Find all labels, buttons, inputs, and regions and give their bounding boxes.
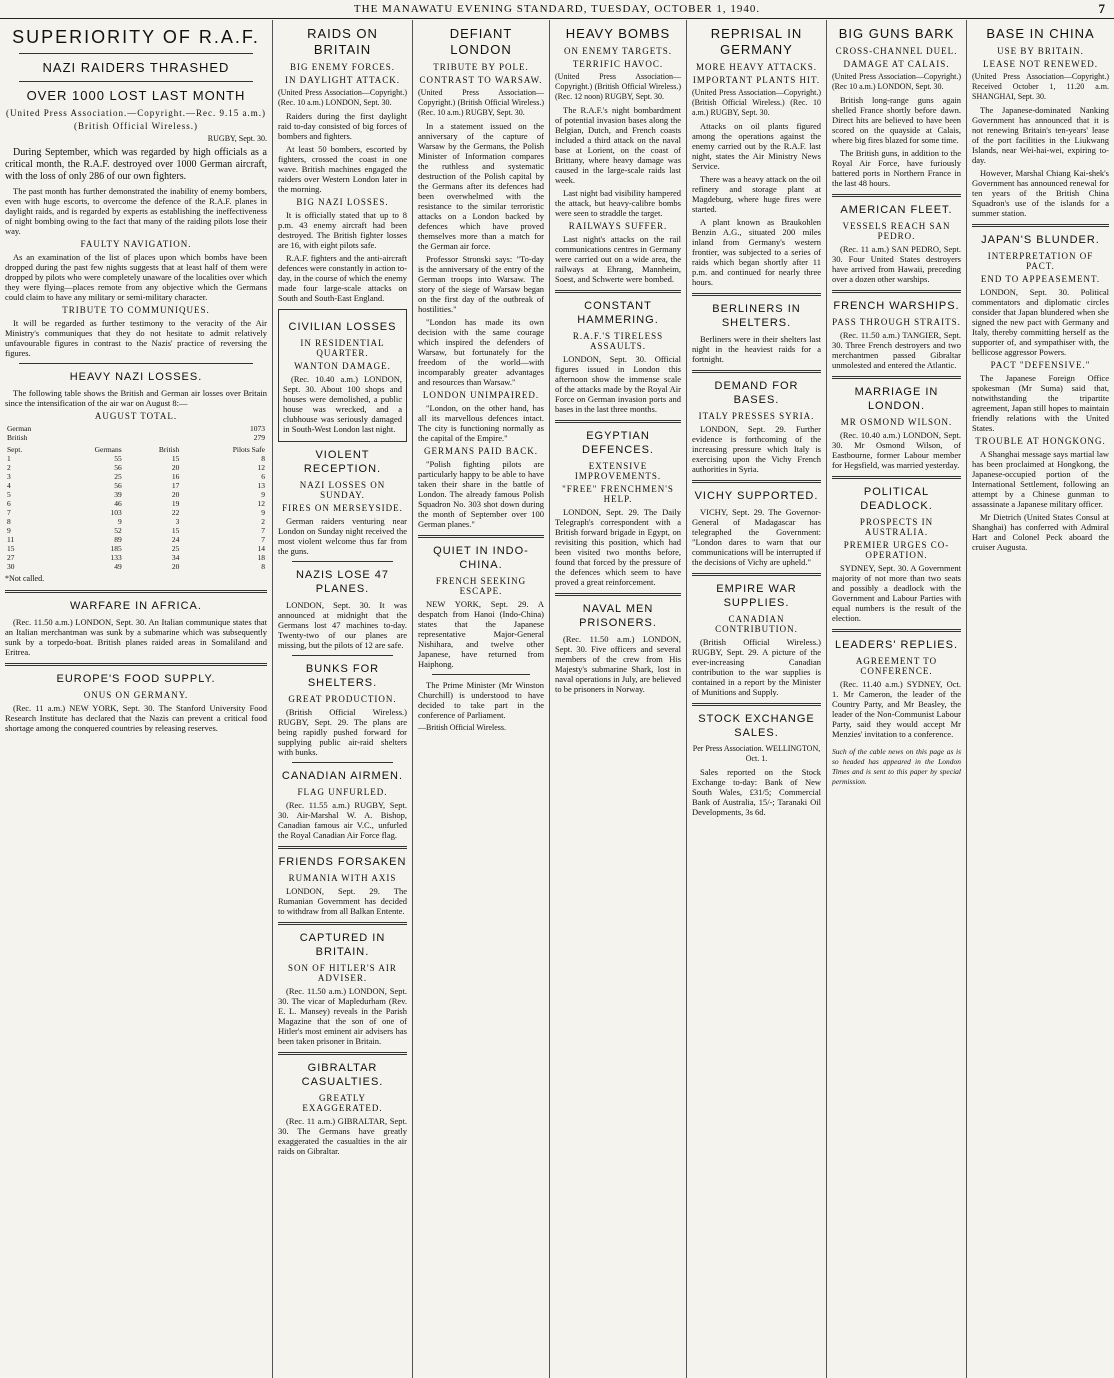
headline: DEMAND FOR BASES. — [714, 380, 799, 406]
paragraph: LONDON, Sept. 30. Official figures issued in London this afternoon show the immense scale of the attacks made by the Royal Air Force on German invasion ports and bases in the last three months. — [555, 354, 681, 414]
credit: (United Press Association—Copyright.) (British Official Wireless.) (Rec. 12 noon) RUGBY, Sept. 30. — [555, 72, 681, 101]
table-cell: 8 — [261, 562, 265, 571]
headline: DEFIANT LONDON — [449, 26, 513, 57]
table-cell: 7 — [261, 526, 265, 535]
table-cell: 7 — [261, 535, 265, 544]
headline: WARFARE IN AFRICA. — [70, 600, 202, 612]
table-cell: German — [7, 424, 32, 433]
table-cell: 9 — [261, 508, 265, 517]
column-5 — [687, 20, 827, 1378]
paragraph: British long-range guns again shelled France shortly before dawn. Direct hits are believed to have been scored on the quayside at Calais, where big fires blazed for some time. — [832, 95, 961, 145]
dateline: RUGBY, Sept. 30. — [207, 134, 267, 143]
subhead: ONUS ON GERMANY. — [83, 690, 189, 700]
table-cell: 56 — [114, 481, 122, 490]
headline: RAIDS ON BRITAIN — [307, 26, 378, 57]
headline: CAPTURED IN BRITAIN. — [299, 932, 386, 958]
headline: MARRIAGE IN LONDON. — [854, 386, 939, 412]
subhead: MORE HEAVY ATTACKS. — [695, 62, 818, 72]
paragraph: The Prime Minister (Mr Winston Churchill) is understood to have decided to take part in the conference of Parliament. — [418, 680, 544, 720]
table-cell: 103 — [110, 508, 122, 517]
table-note: *Not called. — [5, 574, 45, 583]
subhead: USE BY BRITAIN. — [997, 46, 1084, 56]
headline: CIVILIAN LOSSES — [288, 321, 397, 333]
paragraph: Last night's attacks on the rail communications centres in Germany were carried out on a wide area, the railways at Ehrang, Mannheim, Soest, and Schwerte were bombed. — [555, 234, 681, 284]
subhead: PASS THROUGH STRAITS. — [832, 317, 961, 327]
subhead: LEASE NOT RENEWED. — [982, 59, 1099, 69]
credit: —British Official Wireless. — [418, 723, 507, 732]
subhead: BIG NAZI LOSSES. — [296, 197, 389, 207]
headline: CONSTANT HAMMERING. — [577, 300, 659, 326]
table-cell: 52 — [114, 526, 122, 535]
headline: CANADIAN AIRMEN. — [281, 770, 404, 782]
table-cell: 27 — [7, 553, 15, 562]
subhead: TERRIFIC HAVOC. — [572, 59, 664, 69]
table-title: AUGUST TOTAL. — [94, 411, 178, 421]
headline: HEAVY NAZI LOSSES. — [69, 371, 203, 383]
paragraph: (Rec. 11.55 a.m.) RUGBY, Sept. 30. Air-Marshal W. A. Bishop, Canadian famous air V.C., unfurled the Royal Canadian Air Force flag. — [278, 800, 407, 840]
subhead: TROUBLE AT HONGKONG. — [975, 436, 1106, 446]
subhead: MR OSMOND WILSON. — [840, 417, 953, 427]
table-cell: 9 — [117, 517, 122, 526]
subhead: IMPORTANT PLANTS HIT. — [692, 75, 821, 85]
table-row — [5, 472, 267, 481]
table-cell: 6 — [7, 499, 11, 508]
paragraph: NEW YORK, Sept. 29. A despatch from Hanoi (Indo-China) states that the Japanese representative Major-General Nishihara, and twelve other Japanese, have returned from Haiphong. — [418, 599, 544, 669]
footnote: Such of the cable news on this page as is so headed has appeared in the London Times and is sent to this paper by special permission. — [832, 747, 961, 786]
paragraph: Sales reported on the Stock Exchange to-day: Bank of New South Wales, £31/5; Commercial Bank of Australia, 15/-; Taranaki Oil Developments, 3s 6d. — [692, 767, 821, 817]
table-row — [5, 433, 267, 442]
table-cell: 30 — [7, 562, 15, 571]
headline: NAZI RAIDERS THRASHED — [42, 60, 230, 75]
paragraph: The following table shows the British and German air losses over Britain since the intensification of the air war on August 8:— — [5, 388, 267, 408]
paragraph: LONDON, Sept. 29. The Rumanian Government has decided to withdraw from all Balkan Entente. — [278, 886, 407, 916]
paragraph: (Rec. 11.50 a.m.) LONDON, Sept. 30. An Italian communique states that an Italian merchantman was sunk by a submarine which was subsequently sunk by a torpedo-boat. British planes raided areas in Somaliland and Eritrea. — [5, 617, 267, 657]
paragraph: (Rec. 11.50 a.m.) TANGIER, Sept. 30. Three French destroyers and two merchantmen passed Gibraltar unmolested and entered the Atlantic. — [832, 330, 961, 370]
paragraph: LONDON, Sept. 30. It was announced at midnight that the Germans lost 47 machines to-day. Twenty-two of our planes are missing, but the pilots of 12 are safe. — [278, 600, 407, 650]
paragraph: (Rec. 10.40 a.m.) LONDON, Sept. 30. About 100 shops and houses were demolished, a public house was wrecked, and a clubhouse was seriously damaged in South-West London last night. — [283, 374, 402, 434]
paragraph: (Rec. 11 a.m.) NEW YORK, Sept. 30. The Stanford University Food Research Institute has declared that the Nazis can prevent a critical food shortage among the conquered countries by releasing reserves. — [5, 703, 267, 733]
credit: (British Official Wireless.) — [73, 121, 199, 131]
headline: POLITICAL DEADLOCK. — [860, 486, 933, 512]
table-header: Germans — [94, 445, 122, 454]
table-row — [5, 454, 267, 463]
table-cell: 49 — [114, 562, 122, 571]
table-cell: 1073 — [250, 424, 265, 433]
credit: (United Press Association—Copyright.) Received October 1, 11.20 a.m. SHANGHAI, Sept. 30. — [972, 72, 1109, 101]
table-cell: 19 — [171, 499, 180, 508]
headline: QUIET IN INDO-CHINA. — [433, 545, 529, 571]
table-row — [5, 526, 267, 535]
headline: REPRISAL IN GERMANY — [710, 26, 803, 57]
subhead: CANADIAN CONTRIBUTION. — [715, 614, 798, 634]
table-cell: 13 — [257, 481, 265, 490]
table-cell: 4 — [7, 481, 11, 490]
table-cell: 3 — [7, 472, 11, 481]
subhead: RUMANIA WITH AXIS — [288, 873, 397, 883]
table-cell: British — [7, 433, 28, 442]
paragraph: LONDON, Sept. 29. Further evidence is forthcoming of the increasing pressure which Italy is exercising upon the Vichy French authorities in Syria. — [692, 424, 821, 474]
table-cell: 9 — [261, 490, 265, 499]
paragraph: The R.A.F.'s night bombardment of potential invasion bases along the Belgian, Dutch, and French coasts included a third attack on the naval base at Lorient, on the coast of Brittany, where heavy damage was caused in the large-scale raids last week. — [555, 105, 681, 185]
table-cell: 11 — [7, 535, 15, 544]
headline: NAVAL MEN PRISONERS. — [579, 603, 657, 629]
subhead: WANTON DAMAGE. — [294, 361, 391, 371]
table-row — [5, 517, 267, 526]
paragraph: The Japanese-dominated Nanking Government has announced that it is not renewing Britain's ten-years' lease of the port facilities in the Liukwang Islands, near Wei-hai-wei, expiring to-day. — [972, 105, 1109, 165]
column-2 — [273, 20, 413, 1378]
table-cell: 55 — [114, 454, 122, 463]
table-cell: 34 — [171, 553, 180, 562]
paragraph: (Rec. 11.50 a.m.) LONDON, Sept. 30. The vicar of Mapledurham (Rev. E. L. Mansey) reveals in the Parish Magazine that the son of one of Hitler's most eminent air advisers has been taken prisoner in Britain. — [278, 986, 407, 1046]
paragraph: As an examination of the list of places upon which bombs have been dropped during the past few nights suggests that at least half of them were dropped by pilots who were completely unaware of the localities over which they were flying—places remote from any objective which the Germans could claim to have any military or semi-military character. — [5, 252, 267, 302]
table-cell: 3 — [175, 517, 180, 526]
subhead: FAULTY NAVIGATION. — [80, 239, 192, 249]
headline: VICHY SUPPORTED. — [694, 490, 819, 502]
credit: (United Press Association.—Copyright.—Rec. 9.15 a.m.) — [6, 108, 266, 118]
subhead: NAZI LOSSES ON SUNDAY. — [299, 480, 386, 500]
headline: STOCK EXCHANGE SALES. — [698, 713, 815, 739]
headline: JAPAN'S BLUNDER. — [981, 234, 1100, 246]
table-cell: 20 — [171, 562, 180, 571]
paragraph: (Rec. 11.40 a.m.) SYDNEY, Oct. 1. Mr Cameron, the leader of the Country Party, and Mr Beasley, the leader of the Non-Communist Labour Party, said they would accept Mr Menzies' invitation to a conference. — [832, 679, 961, 739]
paragraph: The British guns, in addition to the Royal Air Force, have furiously battered ports in Northern France in the last 48 hours. — [832, 148, 961, 188]
subhead: GREAT PRODUCTION. — [288, 694, 397, 704]
masthead — [0, 0, 1114, 19]
paragraph: "London, on the other hand, has all its marvellous defences intact. The city is functioning normally as the capital of the Empire." — [418, 403, 544, 443]
subhead: CROSS-CHANNEL DUEL. — [835, 46, 958, 56]
subhead: "FREE" FRENCHMEN'S HELP. — [562, 484, 674, 504]
table-header: Pilots Safe — [232, 445, 265, 454]
table-cell: 15 — [171, 454, 180, 463]
table-row — [5, 535, 267, 544]
subhead: TRIBUTE TO COMMUNIQUES. — [62, 305, 210, 315]
columns — [0, 20, 1114, 1378]
headline: BASE IN CHINA — [986, 26, 1095, 41]
table-header: Sept. — [7, 445, 23, 454]
subhead: EXTENSIVE IMPROVEMENTS. — [574, 461, 662, 481]
paragraph: (Rec. 11 a.m.) GIBRALTAR, Sept. 30. The Germans have greatly exaggerated the casualties in the air raids on Gibraltar. — [278, 1116, 407, 1156]
paragraph: In a statement issued on the anniversary of the capture of Warsaw by the Germans, the Polish Minister of Information compares the ruthless and systematic destruction of the Polish capital by the Germans after its defences had been overwhelmed with the resistance to the similar terroristic attacks on a London backed by defences which have proved themselves more than a match for the German air force. — [418, 121, 544, 251]
table-cell: 46 — [114, 499, 122, 508]
table-cell: 24 — [171, 535, 180, 544]
paragraph: However, Marshal Chiang Kai-shek's Government has announced renewal for ten years of the British China Squadron's use of the islands for a summer station. — [972, 168, 1109, 218]
subhead: PACT "DEFENSIVE." — [990, 360, 1091, 370]
table-row — [5, 463, 267, 472]
table-row — [5, 544, 267, 553]
credit: (United Press Association—Copyright.) (Rec 10 a.m.) LONDON, Sept. 30. — [832, 72, 961, 91]
column-4 — [550, 20, 687, 1378]
table-cell: 14 — [257, 544, 265, 553]
headline: AMERICAN FLEET. — [840, 204, 953, 216]
headline: BERLINERS IN SHELTERS. — [712, 303, 801, 329]
table-cell: 9 — [7, 526, 11, 535]
credit: Per Press Association. WELLINGTON, Oct. 1. — [692, 744, 821, 763]
table-cell: 25 — [171, 544, 180, 553]
subhead: ON ENEMY TARGETS. — [563, 46, 673, 56]
subhead: FLAG UNFURLED. — [297, 787, 388, 797]
table-cell: 20 — [171, 463, 180, 472]
table-row — [5, 424, 267, 433]
table-cell: 279 — [253, 433, 265, 442]
subhead: BIG ENEMY FORCES. — [290, 62, 395, 72]
subhead: VESSELS REACH SAN PEDRO. — [842, 221, 951, 241]
table-cell: 18 — [257, 553, 265, 562]
table-cell: 2 — [7, 463, 11, 472]
table-header: British — [158, 445, 180, 454]
headline: EGYPTIAN DEFENCES. — [582, 430, 654, 456]
subhead: FIRES ON MERSEYSIDE. — [282, 503, 403, 513]
table-cell: 5 — [7, 490, 11, 499]
subhead: ITALY PRESSES SYRIA. — [698, 411, 815, 421]
table-cell: 20 — [171, 490, 180, 499]
losses-table — [5, 445, 267, 571]
headline: HEAVY BOMBS — [565, 26, 671, 41]
paragraph: A plant known as Braukohlen Benzin A.G., situated 200 miles inland from Germany's western frontier, was subjected to a series of raids which began shortly after 11 p.m. and continued for nearly three hours. — [692, 217, 821, 287]
table-row — [5, 481, 267, 490]
subhead: FRENCH SEEKING ESCAPE. — [435, 576, 527, 596]
lead-paragraph: During September, which was regarded by high officials as a critical month, the R.A.F. destroyed over 1000 German aircraft, with the loss of only 286 of our own fighters. — [5, 147, 267, 182]
table-cell: 133 — [110, 553, 122, 562]
column-7 — [967, 20, 1114, 1378]
subhead: END TO APPEASEMENT. — [980, 274, 1101, 284]
paragraph: LONDON, Sept. 30. Political commentators and diplomatic circles consider that Japan blundered when she signed the new pact with Germany and Italy, thereby committing herself as the supporter of, and sympathiser with, the bellicose aggressor Powers. — [972, 287, 1109, 357]
table-cell: 185 — [110, 544, 122, 553]
paragraph: (Rec. 11.50 a.m.) LONDON, Sept. 30. Five officers and several members of the crew from His Majesty's submarine Shark, lost in naval operations in July, are believed to be prisoners in Norway. — [555, 634, 681, 694]
paragraph: VICHY, Sept. 29. The Governor-General of Madagascar has telegraphed the Government: "London dares to warn that our communications will be interrupted if the decisions of Vichy are upheld." — [692, 507, 821, 567]
headline: FRIENDS FORSAKEN — [278, 856, 407, 868]
headline: VIOLENT RECEPTION. — [303, 449, 382, 475]
table-cell: 89 — [114, 535, 122, 544]
paragraph: "London has made its own decision with the same courage which inspired the defenders of Warsaw, but fortunately for the freedom of the world—with incomparably greater advantages and resources than Warsaw." — [418, 317, 544, 387]
paragraph: "Polish fighting pilots are particularly happy to be able to have taken their share in the battle of London. The already famous Polish Squadron No. 303 shot down during the month of September over 100 German planes." — [418, 459, 544, 529]
table-cell: 2 — [261, 517, 265, 526]
headline: BIG GUNS BARK — [838, 26, 955, 41]
table-cell: 12 — [257, 463, 265, 472]
page-number: 7 — [1098, 1, 1106, 16]
paragraph: The Japanese Foreign Office spokesman (Mr Suma) said that, notwithstanding the tripartite agreement, Japan still hopes to maintain friendly relations with the United States. — [972, 373, 1109, 433]
paragraph: At least 50 bombers, escorted by fighters, crossed the coast in one wave. British machines engaged the raiders over Western London later in the morning. — [278, 144, 407, 194]
paragraph: (British Official Wireless.) RUGBY, Sept. 29. The plans are being rapidly pushed forward for supplying public air-raid shelters with bunks. — [278, 707, 407, 757]
subhead: CONTRAST TO WARSAW. — [419, 75, 543, 85]
column-6 — [827, 20, 967, 1378]
paragraph: Mr Dietrich (United States Consul at Shanghai) has conferred with Admiral Hart and Colonel Peck aboard the cruiser Augusta. — [972, 512, 1109, 552]
paragraph: (British Official Wireless.) RUGBY, Sept. 29. A picture of the ever-increasing Canadian contribution to the war supplies is contained in a report by the Minister of Munitions and Supply. — [692, 637, 821, 697]
paragraph: It is officially stated that up to 8 p.m. 43 enemy aircraft had been destroyed. The British fighter losses are 16, with eight pilots safe. — [278, 210, 407, 250]
table-cell: 15 — [7, 544, 15, 553]
table-row — [5, 490, 267, 499]
column-3 — [413, 20, 550, 1378]
subhead: TRIBUTE BY POLE. — [433, 62, 529, 72]
table-row — [5, 553, 267, 562]
subhead: GREATLY EXAGGERATED. — [302, 1093, 383, 1113]
paragraph: Raiders during the first daylight raid to-day consisted of big forces of bombers and fighters. — [278, 111, 407, 141]
paragraph: The past month has further demonstrated the inability of enemy bombers, even with huge escorts, to overcome the defence of the R.A.F. planes in daylight raids, and is regarded by experts as establishing the ineffectiveness of night bombing owing to the fact that many of the raiding pilots lose their way. — [5, 186, 267, 236]
paragraph: (Rec. 10.40 a.m.) LONDON, Sept. 30. Mr Osmond Wilson, of Eastbourne, former Labour member for Hegsfield, was married yesterday. — [832, 430, 961, 470]
subhead: R.A.F.'S TIRELESS ASSAULTS. — [572, 331, 664, 351]
subhead: AGREEMENT TO CONFERENCE. — [855, 656, 938, 676]
table-cell: 7 — [7, 508, 11, 517]
table-row — [5, 499, 267, 508]
table-cell: 16 — [171, 472, 180, 481]
headline: FRENCH WARSHIPS. — [833, 300, 960, 312]
subhead: IN DAYLIGHT ATTACK. — [284, 75, 401, 85]
paragraph: SYDNEY, Sept. 30. A Government majority of not more than two seats and possibly a deadlock with the Government and Labour Parties with equal numbers is the result of the election. — [832, 563, 961, 623]
paragraph: German raiders venturing near London on Sunday night received the most violent welcome thus far from the guns. — [278, 516, 407, 556]
paragraph: Attacks on oil plants figured among the operations against the enemy carried out by the R.A.F. last night, states the Air Ministry News Service. — [692, 121, 821, 171]
headline: NAZIS LOSE 47 PLANES. — [295, 569, 390, 595]
table-cell: 39 — [114, 490, 122, 499]
table-cell: 22 — [171, 508, 180, 517]
table-cell: 25 — [114, 472, 122, 481]
subhead: RAILWAYS SUFFER. — [568, 221, 668, 231]
boxed-story — [278, 309, 407, 442]
credit: (United Press Association—Copyright.) (British Official Wireless.) (Rec. 10 a.m.) RUGBY, Sept. 30. — [692, 88, 821, 117]
table-cell: 1 — [7, 454, 11, 463]
paragraph: (Rec. 11 a.m.) SAN PEDRO, Sept. 30. Four United States destroyers have arrived from Hawaii, preceding over a dozen other warships. — [832, 244, 961, 284]
paragraph: It will be regarded as further testimony to the veracity of the Air Ministry's communiques that they do not hesitate to admit relatively unfavourable figures in contrast to the Nazis' practice of reversing the figures. — [5, 318, 267, 358]
paragraph: A Shanghai message says martial law has been proclaimed at Hongkong, the Japanese-occupied portion of the International Settlement, following an attempt by a Chinese gunman to assassinate a Japanese military officer. — [972, 449, 1109, 509]
headline: EMPIRE WAR SUPPLIES. — [716, 583, 797, 609]
table-cell: 8 — [7, 517, 11, 526]
paragraph: Berliners were in their shelters last night in the heaviest raids for a fortnight. — [692, 334, 821, 364]
headline: GIBRALTAR CASUALTIES. — [301, 1062, 384, 1088]
subhead: IN RESIDENTIAL QUARTER. — [300, 338, 385, 358]
subhead: SON OF HITLER'S AIR ADVISER. — [288, 963, 397, 983]
table-cell: 6 — [261, 472, 265, 481]
masthead-title: THE MANAWATU EVENING STANDARD, TUESDAY, OCTOBER 1, 1940. — [353, 3, 761, 15]
subhead: INTERPRETATION OF PACT. — [987, 251, 1094, 271]
losses-table — [5, 424, 267, 442]
credit: (United Press Association—Copyright.) (Rec. 10 a.m.) LONDON, Sept. 30. — [278, 88, 407, 107]
table-cell: 12 — [257, 499, 265, 508]
table-cell: 15 — [171, 526, 180, 535]
column-1 — [0, 20, 273, 1378]
headline: SUPERIORITY OF R.A.F. — [12, 27, 260, 47]
subhead: DAMAGE AT CALAIS. — [843, 59, 950, 69]
paragraph: There was a heavy attack on the oil refinery and storage plant at Magdeburg, where huge fires were started. — [692, 174, 821, 214]
table-cell: 56 — [114, 463, 122, 472]
subhead: LONDON UNIMPAIRED. — [422, 390, 540, 400]
headline: LEADERS' REPLIES. — [834, 639, 959, 651]
credit: (United Press Association—Copyright.) (British Official Wireless.) (Rec. 10 a.m.) RUGBY, Sept. 30. — [418, 88, 544, 117]
paragraph: Professor Stronski says: "To-day is the anniversary of the entry of the German troops into Warsaw. The story of the siege of Warsaw began on the first day of the outbreak of hostilities." — [418, 254, 544, 314]
headline: OVER 1000 LOST LAST MONTH — [26, 88, 246, 103]
table-row — [5, 508, 267, 517]
headline: BUNKS FOR SHELTERS. — [305, 663, 380, 689]
headline: EUROPE'S FOOD SUPPLY. — [56, 673, 216, 685]
table-cell: 8 — [261, 454, 265, 463]
paragraph: LONDON, Sept. 29. The Daily Telegraph's correspondent with a British forward brigade in Egypt, on revisiting this position, which had been visited two months before, found that forced by the pressure of the defences which seem to have proved a great reinforcement. — [555, 507, 681, 587]
paragraph: Last night bad visibility hampered the attack, but heavy-calibre bombs were seen to straddle the target. — [555, 188, 681, 218]
table-row — [5, 562, 267, 571]
paragraph: R.A.F. fighters and the anti-aircraft defences were constantly in action to-day, in the course of which the enemy made four large-scale attacks on South and South-East England. — [278, 253, 407, 303]
subhead: GERMANS PAID BACK. — [424, 446, 538, 456]
table-cell: 17 — [171, 481, 180, 490]
subhead: PROSPECTS IN AUSTRALIA. — [859, 517, 934, 537]
subhead: PREMIER URGES CO-OPERATION. — [843, 540, 950, 560]
